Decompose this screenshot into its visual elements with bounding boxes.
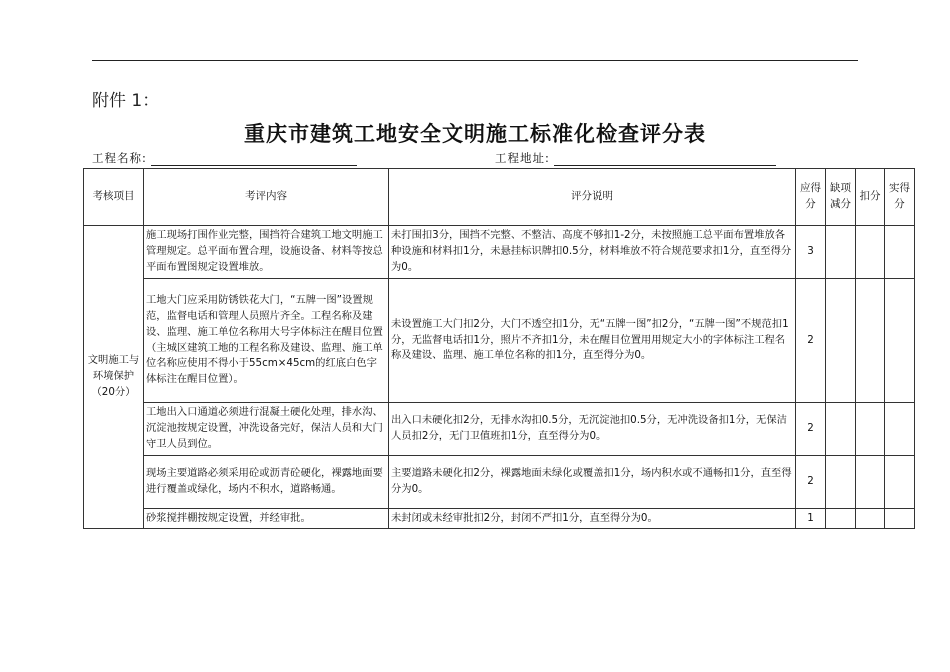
page-title: 重庆市建筑工地安全文明施工标准化检查评分表 [244, 121, 706, 146]
deduct-input[interactable] [856, 226, 885, 279]
should-score-cell: 3 [796, 226, 826, 279]
description-cell: 主要道路未硬化扣2分，裸露地面未绿化或覆盖扣1分，场内积水或不通畅扣1分，直至得分为0。 [389, 456, 796, 509]
actual-score-input[interactable] [885, 456, 915, 509]
project-address-blank[interactable] [554, 151, 776, 166]
table-row [84, 403, 915, 456]
attachment-label: 附件 1： [92, 91, 160, 111]
header-row [84, 169, 915, 226]
content-cell: 工地出入口通道必须进行混凝土硬化处理，排水沟、沉淀池按规定设置，冲洗设备完好，保洁人员和大门守卫人员到位。 [144, 403, 389, 456]
header-actual-score: 实得分 [885, 169, 915, 226]
missing-deduct-input[interactable] [826, 403, 856, 456]
top-rule [92, 60, 858, 61]
header-content: 考评内容 [144, 169, 389, 226]
table-row [84, 509, 915, 529]
should-score-cell: 1 [796, 509, 826, 529]
header-description: 评分说明 [389, 169, 796, 226]
project-address-label: 工程地址: [495, 151, 550, 165]
project-name-label: 工程名称: [92, 151, 147, 165]
project-name-field [92, 150, 357, 166]
project-address-field [495, 150, 776, 166]
table-row [84, 279, 915, 403]
score-table [83, 168, 915, 529]
table-row [84, 226, 915, 279]
content-cell: 施工现场打围作业完整，围挡符合建筑工地文明施工管理规定。总平面布置合理，设施设备、材料等按总平面布置图规定设置堆放。 [144, 226, 389, 279]
header-missing-deduct: 缺项减分 [826, 169, 856, 226]
actual-score-input[interactable] [885, 509, 915, 529]
description-cell: 未打围扣3分，围挡不完整、不整洁、高度不够扣1-2分，未按照施工总平面布置堆放各种设施和材料扣1分，未悬挂标识牌扣0.5分，材料堆放不符合规范要求扣1分，直至得分为0。 [389, 226, 796, 279]
should-score-cell: 2 [796, 279, 826, 403]
content-cell: 砂浆搅拌棚按规定设置，并经审批。 [144, 509, 389, 529]
actual-score-input[interactable] [885, 403, 915, 456]
description-cell: 未封闭或未经审批扣2分，封闭不严扣1分，直至得分为0。 [389, 509, 796, 529]
header-item: 考核项目 [84, 169, 144, 226]
content-cell: 现场主要道路必须采用砼或沥青砼硬化，裸露地面要进行覆盖或绿化，场内不积水，道路畅通。 [144, 456, 389, 509]
actual-score-input[interactable] [885, 279, 915, 403]
table-row [84, 456, 915, 509]
should-score-cell: 2 [796, 456, 826, 509]
deduct-input[interactable] [856, 456, 885, 509]
should-score-cell: 2 [796, 403, 826, 456]
content-cell: 工地大门应采用防锈铁花大门，“五牌一图”设置规范，监督电话和管理人员照片齐全。工程名称及建设、监理、施工单位名称用大号字体标注在醒目位置（主城区建筑工地的工程名称及建设、监理、施工单位名称应使用不得小于55cm×45cm的红底白色字体标注在醒目位置）。 [144, 279, 389, 403]
deduct-input[interactable] [856, 279, 885, 403]
header-should-score: 应得分 [796, 169, 826, 226]
actual-score-input[interactable] [885, 226, 915, 279]
description-cell: 出入口未硬化扣2分，无排水沟扣0.5分，无沉淀池扣0.5分，无冲洗设备扣1分，无保洁人员扣2分，无门卫值班扣1分，直至得分为0。 [389, 403, 796, 456]
deduct-input[interactable] [856, 509, 885, 529]
header-deduct: 扣分 [856, 169, 885, 226]
deduct-input[interactable] [856, 403, 885, 456]
category-cell: 文明施工与环境保护（20分） [84, 226, 144, 529]
missing-deduct-input[interactable] [826, 279, 856, 403]
description-cell: 未设置施工大门扣2分，大门不透空扣1分，无“五牌一图”扣2分，“五牌一图”不规范扣1分，无监督电话扣1分，照片不齐扣1分，未在醒目位置用用规定大小的字体标注工程名称及建设、监理、施工单位名称的扣1分，直至得分为0。 [389, 279, 796, 403]
missing-deduct-input[interactable] [826, 456, 856, 509]
missing-deduct-input[interactable] [826, 509, 856, 529]
missing-deduct-input[interactable] [826, 226, 856, 279]
project-name-blank[interactable] [151, 151, 357, 166]
